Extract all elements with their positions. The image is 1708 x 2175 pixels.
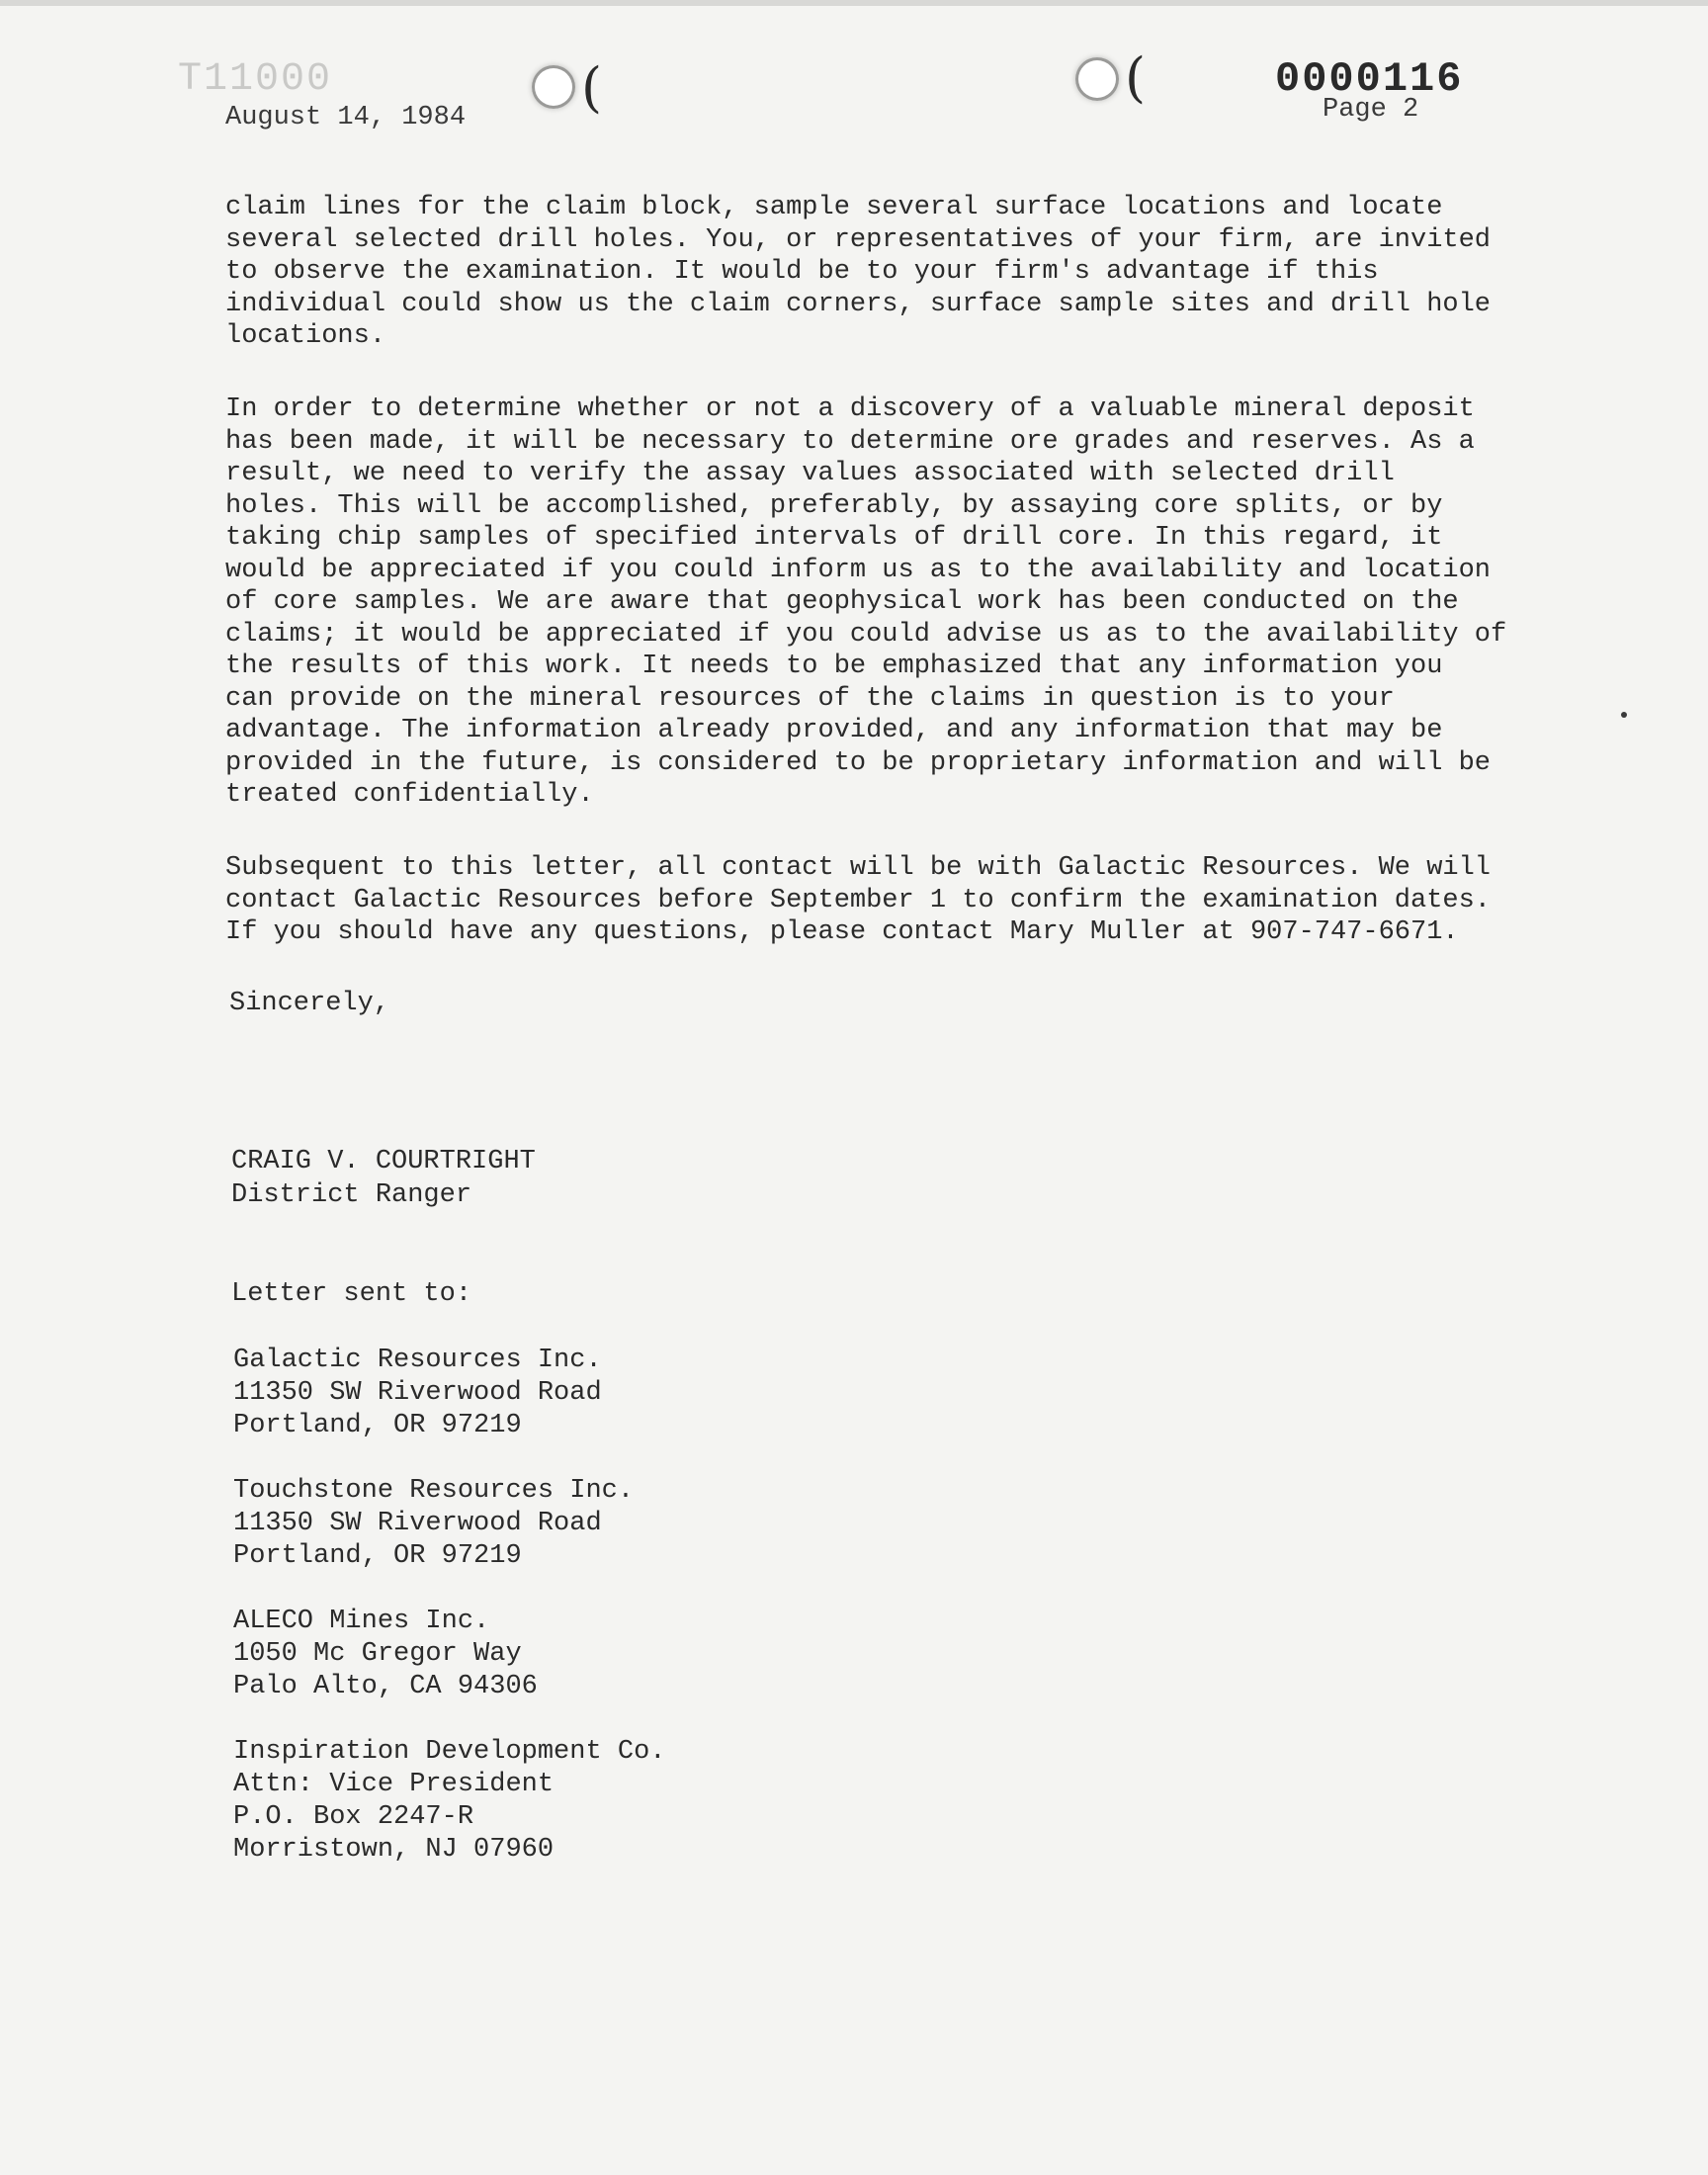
signer-name: CRAIG V. COURTRIGHT — [231, 1147, 536, 1176]
text-line: provided in the future, is considered to be proprietary information and will be — [225, 747, 1492, 778]
signer-title: District Ranger — [231, 1180, 472, 1210]
paragraph-3 — [225, 852, 1550, 949]
letter-date: August 14, 1984 — [225, 103, 467, 132]
text-line: to observe the examination. It would be to your firm's advantage if this — [225, 257, 1379, 287]
faint-stamp: T11000 — [178, 57, 333, 102]
text-line: holes. This will be accomplished, preferably, by assaying core splits, or by — [225, 490, 1443, 521]
recipient-street: 1050 Mc Gregor Way — [233, 1639, 522, 1669]
recipient-street: 11350 SW Riverwood Road — [233, 1509, 602, 1538]
recipient-address — [233, 1345, 602, 1442]
recipient-city: Morristown, NJ 07960 — [233, 1835, 555, 1865]
recipient-city: Portland, OR 97219 — [233, 1411, 522, 1440]
paragraph-2 — [225, 393, 1550, 812]
text-line: locations. — [225, 321, 386, 351]
page-label: Page 2 — [1323, 95, 1419, 125]
punch-hole-mark: ( — [1125, 46, 1147, 109]
text-line: treated confidentially. — [225, 780, 594, 810]
recipient-name: Inspiration Development Co. — [233, 1737, 666, 1767]
recipient-address — [233, 1606, 538, 1703]
punch-hole — [532, 65, 575, 109]
scan-edge — [0, 0, 1708, 6]
text-line: claim lines for the claim block, sample several surface locations and locate — [225, 193, 1443, 222]
text-line: In order to determine whether or not a discovery of a valuable mineral deposit — [225, 394, 1475, 424]
text-line: the results of this work. It needs to be emphasized that any information you — [225, 652, 1443, 681]
scan-speck — [1621, 712, 1627, 718]
recipient-attention: Attn: Vice President — [233, 1770, 555, 1799]
recipient-city: Portland, OR 97219 — [233, 1541, 522, 1571]
text-line: result, we need to verify the assay values associated with selected drill — [225, 459, 1395, 488]
text-line: contact Galactic Resources before September 1 to confirm the examination dates. — [225, 885, 1492, 915]
text-line: has been made, it will be necessary to determine ore grades and reserves. As a — [225, 426, 1475, 457]
text-line: individual could show us the claim corners, surface sample sites and drill hole — [225, 289, 1492, 319]
punch-hole — [1075, 57, 1119, 101]
recipients-heading: Letter sent to: — [231, 1279, 472, 1309]
text-line: claims; it would be appreciated if you could advise us as to the availability of — [225, 619, 1507, 650]
recipient-street: P.O. Box 2247-R — [233, 1802, 474, 1832]
punch-hole-mark: ( — [581, 56, 603, 119]
recipient-address — [233, 1736, 665, 1867]
text-line: of core samples. We are aware that geophysical work has been conducted on the — [225, 587, 1459, 617]
recipient-street: 11350 SW Riverwood Road — [233, 1378, 602, 1408]
recipient-name: Touchstone Resources Inc. — [233, 1476, 635, 1506]
text-line: taking chip samples of specified intervals of drill core. In this regard, it — [225, 523, 1443, 553]
text-line: can provide on the mineral resources of the claims in question is to your — [225, 683, 1395, 714]
closing: Sincerely, — [229, 989, 390, 1018]
text-line: Subsequent to this letter, all contact will be with Galactic Resources. We will — [225, 853, 1492, 883]
recipient-name: Galactic Resources Inc. — [233, 1346, 602, 1375]
paragraph-1 — [225, 192, 1550, 353]
document-number: 0000116 — [1275, 55, 1464, 103]
text-line: several selected drill holes. You, or representatives of your firm, are invited — [225, 224, 1492, 255]
text-line: If you should have any questions, please contact Mary Muller at 907-747-6671. — [225, 917, 1459, 947]
recipient-name: ALECO Mines Inc. — [233, 1607, 490, 1636]
text-line: advantage. The information already provided, and any information that may be — [225, 716, 1443, 745]
text-line: would be appreciated if you could inform us as to the availability and location — [225, 555, 1492, 585]
recipient-city: Palo Alto, CA 94306 — [233, 1672, 538, 1701]
recipient-address — [233, 1475, 634, 1573]
